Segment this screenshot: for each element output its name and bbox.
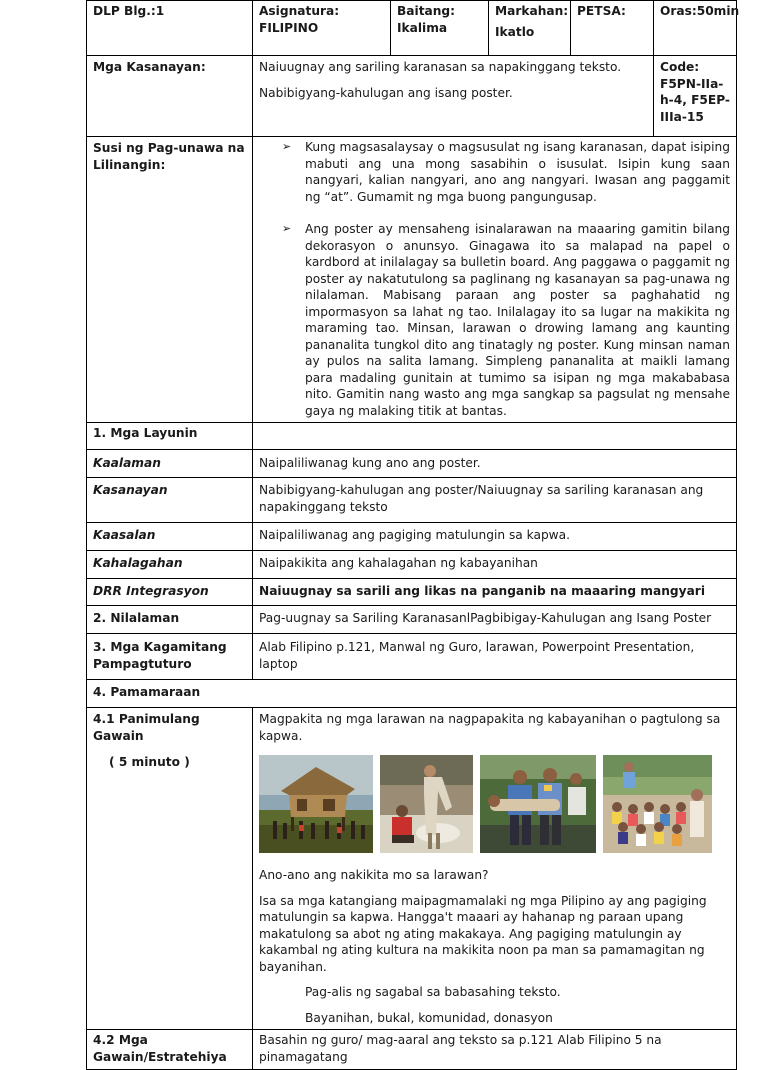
panimula-row <box>87 708 737 1030</box>
kasanayan-code: Code: F5PN-IIa-h-4, F5EP-IIIa-15 <box>654 56 737 137</box>
layunin-empty <box>253 423 737 450</box>
kaasalan-value: Naipaliliwanag ang pagiging matulungin sa kapwa. <box>253 523 737 551</box>
panimula-talata: Isa sa mga katangiang maipagmamalaki ng mga Pilipino ay ang pagiging matulungin sa kapwa. Hangga't maaari ay hahanap ng paraan upang makatulong sa abot ng ating makakaya. Ang pagiging matulungin ay kakambal ng ating kultura na makikita noon pa man sa pamamagitan ng bayanihan. <box>259 893 707 974</box>
layunin-label: 1. Mga Layunin <box>87 423 253 450</box>
helping-child-photo <box>380 755 473 853</box>
drr-row <box>87 579 737 606</box>
kaalaman-value: Naipaliliwanag kung ano ang poster. <box>253 450 737 478</box>
susi-label: Susi ng Pag-unawa na Lilinangin: <box>87 137 253 423</box>
kasanayan-label: Mga Kasanayan: <box>87 56 253 137</box>
kasanayan-layunin-label: Kasanayan <box>87 478 253 523</box>
helping-child-image <box>380 755 473 853</box>
baitang-label: Baitang: <box>397 4 456 18</box>
kaasalan-label: Kaasalan <box>87 523 253 551</box>
panimula-label: 4.1 Panimulang Gawain <box>93 712 200 743</box>
kahalagahan-value: Naipakikita ang kahalagahan ng kabayanihan <box>253 551 737 579</box>
kaalaman-row <box>87 450 737 478</box>
kahalagahan-label: Kahalagahan <box>87 551 253 579</box>
nilalaman-label: 2. Nilalaman <box>87 606 253 634</box>
bayanihan-house-photo <box>259 755 373 853</box>
dlp-number: DLP Blg.:1 <box>87 1 253 56</box>
kaalaman-label: Kaalaman <box>87 450 253 478</box>
panimula-pagalis: Pag-alis ng sagabal sa babasahing teksto. <box>305 985 561 999</box>
susi-list <box>259 139 730 419</box>
kaasalan-row <box>87 523 737 551</box>
susi-bullet-2: ➢ Ang poster ay mensaheng isinalarawan na maaaring gamitin bilang dekorasyon o anunsyo. Ginagawa ito sa malapad na papel o kardbord at inilalagay sa bulletin board. Ang paggawa o paggamit ng poster ay nakatutulong sa paglinang ng kasanayan sa pag-unawa ng nilalaman. Mabisang paraan ang poster sa paghahatid ng impormasyon sa lahat ng tao. Inilalagay ito sa lugar na makikita ng maraming tao. Minsan, larawan o drowing lamang ang kaunting pananalita tungkol dito ang tinatagly ng poster. Kung minsan naman ay pulos na salita lamang. Simpleng pananalita at maikli lamang para madaling gunitain at tumimo sa isipan ng mga makababasa nito. Gamitin nang wasto ang mga sangkap sa pagsulat ng mensahe gaya ng malaking titik at bantas. <box>305 221 730 419</box>
gawain-value: Basahin ng guro/ mag-aaral ang teksto sa p.121 Alab Filipino 5 na pinamagatang <box>253 1030 737 1070</box>
kasanayan-layunin-value: Nabibigyang-kahulugan ang poster/Naiuugnay sa sariling karanasan ang napakinggang teksto <box>253 478 737 523</box>
photo-strip <box>259 755 730 853</box>
lesson-plan-table <box>86 0 740 1070</box>
baitang-cell <box>391 1 489 56</box>
children-group-photo <box>603 755 712 853</box>
susi-content <box>253 137 737 423</box>
kagamitan-label: 3. Mga Kagamitang Pampagtuturo <box>87 634 253 680</box>
gawain-row <box>87 1030 737 1070</box>
kasanayan-line2: Nabibigyang-kahulugan ang isang poster. <box>259 85 513 100</box>
oras: Oras:50min <box>654 1 737 56</box>
panimula-minuto: ( 5 minuto ) <box>109 755 190 769</box>
drr-value: Naiuugnay sa sarili ang likas na panganib na maaaring mangyari <box>253 579 737 606</box>
layunin-row <box>87 423 737 450</box>
petsa: PETSA: <box>571 1 654 56</box>
kasanayan-row <box>87 56 737 137</box>
rescue-photo <box>480 755 596 853</box>
baitang-value: Ikalima <box>397 20 448 35</box>
panimula-intro: Magpakita ng mga larawan na nagpapakita ng kabayanihan o pagtulong sa kapwa. <box>259 712 721 743</box>
markahan-label: Markahan: <box>495 4 569 18</box>
pamamaraan-label: 4. Pamamaraan <box>87 680 737 708</box>
nilalaman-row <box>87 606 737 634</box>
kagamitan-value: Alab Filipino p.121, Manwal ng Guro, larawan, Powerpoint Presentation, laptop <box>253 634 737 680</box>
susi-bullet-1: ➢ Kung magsasalaysay o magsusulat ng isang karanasan, dapat isiping mabuti ang una mong sasabihin o isusulat. Isipin kung saan nangyari, kalian nangyari, ano ang nangyari. Iwasan ang paggamit ng “at”. Gumamit ng mga buong pangungusap. <box>305 139 730 205</box>
kasanayan-content <box>253 56 654 137</box>
panimula-label-cell <box>87 708 253 1030</box>
kagamitan-row <box>87 634 737 680</box>
drr-label: DRR Integrasyon <box>87 579 253 606</box>
header-row <box>87 1 737 56</box>
bayanihan-house-image <box>259 755 373 853</box>
panimula-tanong: Ano-ano ang nakikita mo sa larawan? <box>259 868 489 882</box>
rescue-image <box>480 755 596 853</box>
nilalaman-value: Pag-uugnay sa Sariling KaranasanlPagbibigay-Kahulugan ang Isang Poster <box>253 606 737 634</box>
kasanayan-layunin-row <box>87 478 737 523</box>
markahan-cell <box>489 1 571 56</box>
markahan-value: Ikatlo <box>495 24 535 39</box>
gawain-label: 4.2 Mga Gawain/Estratehiya <box>87 1030 253 1070</box>
pamamaraan-row <box>87 680 737 708</box>
panimula-salita: Bayanihan, bukal, komunidad, donasyon <box>305 1010 553 1025</box>
asignatura: Asignatura: FILIPINO <box>253 1 391 56</box>
panimula-content <box>253 708 737 1030</box>
kasanayan-line1: Naiuugnay ang sariling karanasan sa napakinggang teksto. <box>259 60 622 74</box>
susi-row <box>87 137 737 423</box>
kahalagahan-row <box>87 551 737 579</box>
children-group-image <box>603 755 712 853</box>
